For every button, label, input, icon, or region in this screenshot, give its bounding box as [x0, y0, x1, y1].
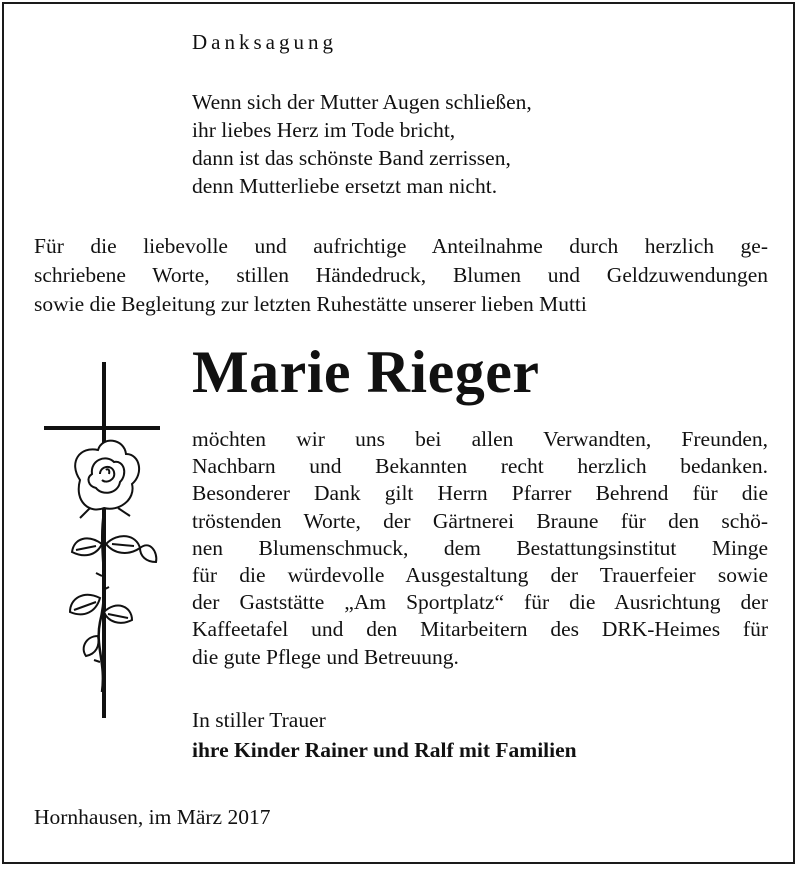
intro-line: schriebene Worte, stillen Händedruck, Blumen und Geldzuwendungen [34, 263, 768, 287]
poem-line: denn Mutterliebe ersetzt man nicht. [192, 174, 498, 198]
cross-with-rose-icon [40, 362, 162, 727]
thanks-line: Besonderer Dank gilt Herrn Pfarrer Behrend für die [192, 481, 768, 506]
poem-line: Wenn sich der Mutter Augen schließen, [192, 90, 532, 114]
thanks-line: für die würdevolle Ausgestaltung der Trauerfeier sowie [192, 563, 768, 588]
intro-line: Für die liebevolle und aufrichtige Anteilnahme durch herzlich ge- [34, 234, 768, 258]
thanks-line: tröstenden Worte, der Gärtnerei Braune für den schö- [192, 508, 768, 533]
signers: ihre Kinder Rainer und Ralf mit Familien [192, 738, 577, 762]
mourning-block [192, 705, 577, 765]
mourning-line: In stiller Trauer [192, 708, 326, 732]
deceased-name: Marie Rieger [192, 339, 540, 405]
thanks-line: Kaffeetafel und den Mitarbeitern des DRK-Heimes für [192, 617, 768, 642]
thanks-line: die gute Pflege und Betreuung. [192, 644, 459, 669]
thanks-line: Nachbarn und Bekannten recht herzlich bedanken. [192, 454, 768, 479]
thanks-line: nen Blumenschmuck, dem Bestattungsinstitut Minge [192, 535, 768, 560]
thanks-line: der Gaststätte „Am Sportplatz“ für die Ausrichtung der [192, 590, 768, 615]
poem-line: ihr liebes Herz im Tode bricht, [192, 118, 456, 142]
poem-verse [192, 88, 532, 200]
intro-paragraph [34, 232, 768, 319]
thanks-line: möchten wir uns bei allen Verwandten, Freunden, [192, 427, 768, 451]
thanks-paragraph [192, 426, 768, 671]
place-date: Hornhausen, im März 2017 [34, 805, 271, 829]
poem-line: dann ist das schönste Band zerrissen, [192, 146, 511, 170]
intro-line: sowie die Begleitung zur letzten Ruhestätte unserer lieben Mutti [34, 292, 587, 316]
notice-heading: Danksagung [192, 30, 337, 54]
